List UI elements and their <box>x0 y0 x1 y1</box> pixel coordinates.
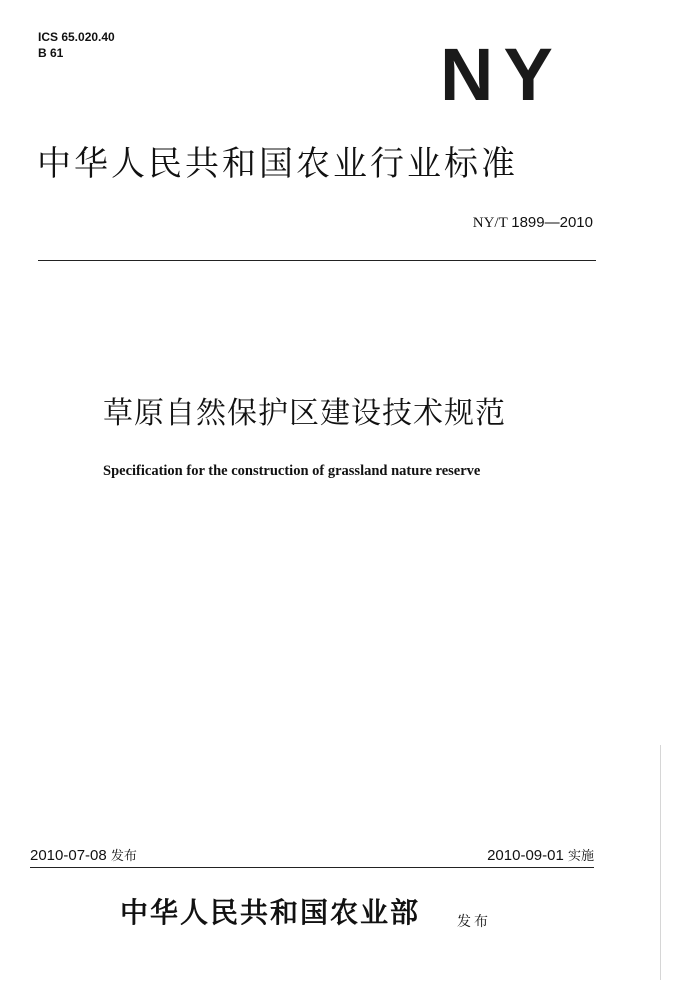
implement-date-line <box>487 846 594 867</box>
standard-number <box>473 213 593 233</box>
issue-date-line <box>30 846 137 867</box>
ics-code: ICS 65.020.40 <box>38 30 115 44</box>
scan-edge-line <box>660 745 661 980</box>
standard-code: 1899—2010 <box>511 214 593 231</box>
top-divider <box>38 260 596 261</box>
classification-codes <box>38 29 115 61</box>
issuer-name: 中华人民共和国农业部 <box>120 896 421 929</box>
standard-prefix: NY/T <box>472 215 508 231</box>
implement-date: 2010-09-01 <box>487 847 564 864</box>
ny-logo: NY <box>440 33 563 116</box>
organization-heading: 中华人民共和国农业行业标准 <box>37 144 518 184</box>
issue-date: 2010-07-08 <box>30 847 107 864</box>
implement-label: 实施 <box>567 849 594 864</box>
issue-label: 发布 <box>110 849 137 864</box>
document-title-cn: 草原自然保护区建设技术规范 <box>103 396 506 431</box>
issuer-label: 发布 <box>457 914 491 930</box>
bottom-divider <box>30 867 594 868</box>
ccs-code: B 61 <box>38 46 64 60</box>
document-title-en: Specification for the construction of grassland nature reserve <box>103 463 481 479</box>
